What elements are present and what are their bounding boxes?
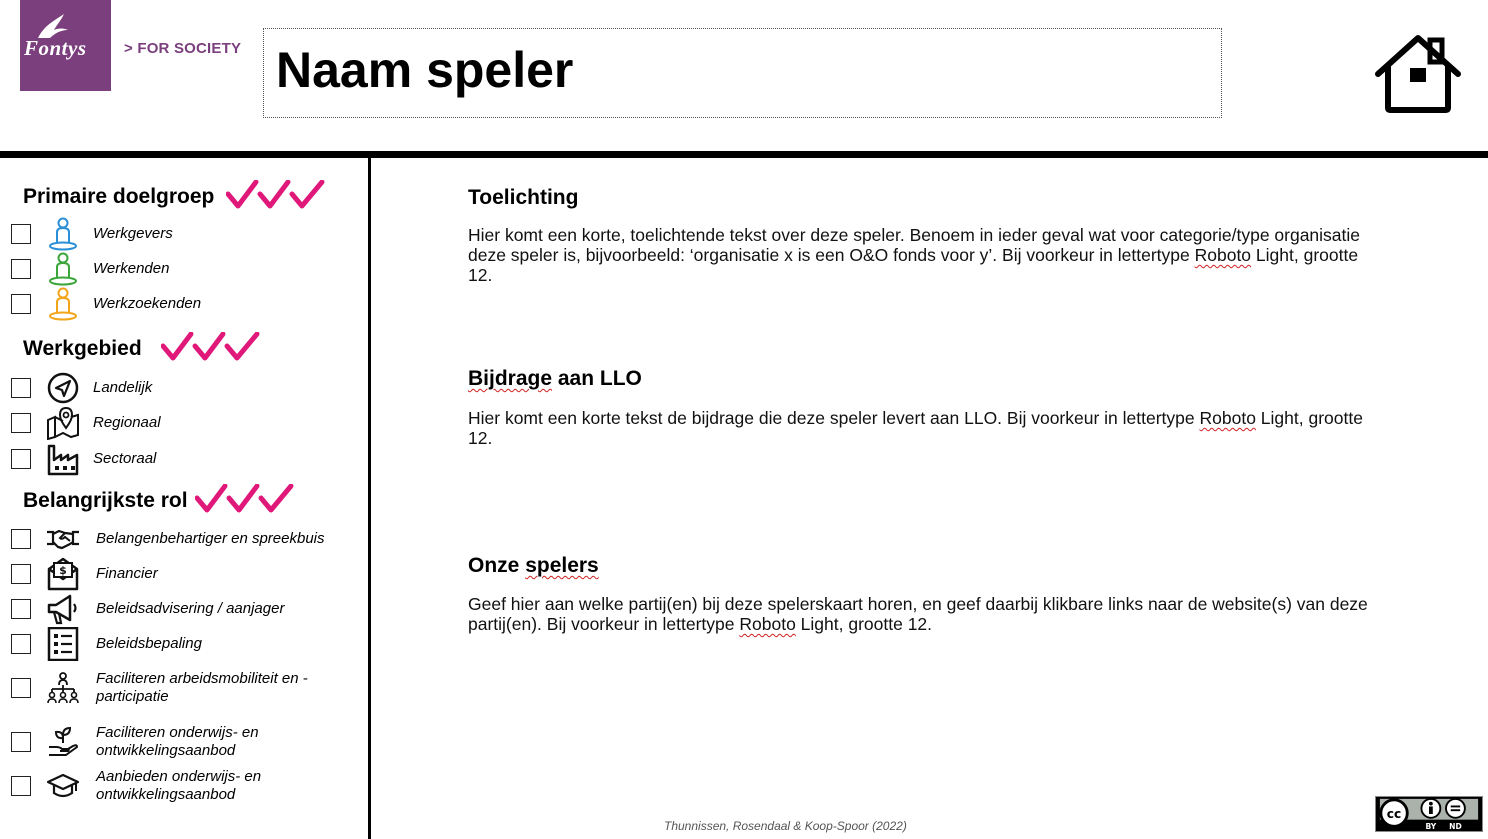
checkbox-belangenbehartiger[interactable]	[11, 529, 31, 549]
list-item-regionaal	[0, 409, 360, 443]
license-by-label: BY	[1425, 822, 1437, 832]
label-faciliteren-onderwijs: Faciliteren onderwijs- en ontwikkelingsaanbod	[96, 724, 259, 759]
checkbox-arbeidsmobiliteit[interactable]	[11, 678, 31, 698]
check-icon	[195, 484, 295, 514]
list-item-werkenden	[0, 255, 360, 289]
checkbox-werkenden[interactable]	[11, 259, 31, 279]
checkbox-werkzoekenden[interactable]	[11, 294, 31, 314]
list-item-beleidsadvisering	[0, 595, 360, 629]
section-heading-doelgroep: Primaire doelgroep	[23, 185, 215, 208]
check-icon	[161, 332, 261, 362]
list-item-belangenbehartiger	[0, 525, 360, 559]
header-divider	[0, 151, 1488, 158]
label-arbeidsmobiliteit: Faciliteren arbeidsmobiliteit en -participatie	[96, 670, 308, 705]
fontys-logo	[20, 0, 111, 91]
navigation-icon	[46, 371, 80, 405]
label-aanbieden-onderwijs: Aanbieden onderwijs- en ontwikkelingsaanbod	[96, 768, 262, 803]
list-item-faciliteren-onderwijs	[0, 724, 360, 762]
checkbox-regionaal[interactable]	[11, 413, 31, 433]
person-orange-icon	[46, 287, 80, 321]
checkbox-werkgevers[interactable]	[11, 224, 31, 244]
checkbox-financier[interactable]	[11, 564, 31, 584]
checkbox-landelijk[interactable]	[11, 378, 31, 398]
checkbox-sectoraal[interactable]	[11, 449, 31, 469]
list-item-sectoraal	[0, 445, 360, 479]
label-beleidsadvisering: Beleidsadvisering / aanjager	[96, 600, 285, 617]
title-field[interactable]	[263, 28, 1222, 118]
cc-license-badge[interactable]	[1375, 796, 1483, 832]
money-envelope-icon	[46, 557, 80, 591]
list-item-beleidsbepaling	[0, 630, 360, 664]
label-werkgevers: Werkgevers	[93, 225, 173, 242]
list-item-werkzoekenden	[0, 290, 360, 324]
megaphone-icon	[46, 592, 80, 626]
text-spelers: Geef hier aan welke partij(en) bij deze spelerskaart horen, en geef daarbij klikbare links naar de website(s) van deze partij(en). Bij voorkeur in lettertype Roboto Light, grootte 12.	[468, 594, 1368, 634]
list-item-arbeidsmobiliteit	[0, 670, 360, 708]
license-nd-label: ND	[1449, 822, 1462, 832]
checkbox-aanbieden-onderwijs[interactable]	[11, 776, 31, 796]
logo-tagline: > FOR SOCIETY	[124, 40, 242, 57]
person-green-icon	[46, 252, 80, 286]
check-icon	[226, 180, 326, 210]
heading-bijdrage: Bijdrage aan LLO	[468, 367, 642, 390]
label-beleidsbepaling: Beleidsbepaling	[96, 635, 202, 652]
sidebar-divider	[368, 158, 371, 839]
label-belangenbehartiger: Belangenbehartiger en spreekbuis	[96, 530, 325, 547]
graduation-cap-icon	[46, 769, 80, 803]
heading-toelichting: Toelichting	[468, 186, 579, 209]
map-pin-icon	[46, 406, 80, 440]
svg-text:cc: cc	[1386, 806, 1402, 821]
label-sectoraal: Sectoraal	[93, 450, 157, 467]
list-item-landelijk	[0, 374, 360, 408]
checkbox-beleidsbepaling[interactable]	[11, 634, 31, 654]
plant-hand-icon	[46, 725, 80, 759]
page-title: Naam speler	[276, 42, 574, 98]
label-werkenden: Werkenden	[93, 260, 170, 277]
section-heading-rol: Belangrijkste rol	[23, 489, 188, 512]
list-item-financier	[0, 560, 360, 594]
label-werkzoekenden: Werkzoekenden	[93, 295, 202, 312]
list-item-werkgevers	[0, 220, 360, 254]
label-landelijk: Landelijk	[93, 379, 153, 396]
network-people-icon	[46, 671, 80, 705]
logo-wordmark: Fontys	[24, 36, 87, 60]
checkbox-beleidsadvisering[interactable]	[11, 599, 31, 619]
factory-icon	[46, 442, 80, 476]
footer-credit: Thunnissen, Rosendaal & Koop-Spoor (2022)	[664, 819, 907, 833]
text-toelichting: Hier komt een korte, toelichtende tekst over deze speler. Benoem in ieder geval wat voor categorie/type organisatie deze speler is, bijvoorbeeld: ‘organisatie x is een O&O fonds voor y’. Bij voorkeur in lettertype Roboto Light, grootte 12.	[468, 225, 1361, 285]
label-regionaal: Regionaal	[93, 414, 161, 431]
home-icon[interactable]	[1372, 32, 1464, 114]
checkbox-faciliteren-onderwijs[interactable]	[11, 732, 31, 752]
svg-text:$: $	[59, 564, 67, 577]
label-financier: Financier	[96, 565, 158, 582]
list-item-aanbieden-onderwijs	[0, 768, 360, 806]
section-heading-werkgebied: Werkgebied	[23, 337, 142, 360]
person-blue-icon	[46, 217, 80, 251]
heading-spelers: Onze spelers	[468, 554, 599, 577]
text-bijdrage: Hier komt een korte tekst de bijdrage die deze speler levert aan LLO. Bij voorkeur in lettertype Roboto Light, grootte 12.	[468, 408, 1363, 448]
handshake-icon	[46, 522, 80, 556]
checklist-icon	[46, 627, 80, 661]
